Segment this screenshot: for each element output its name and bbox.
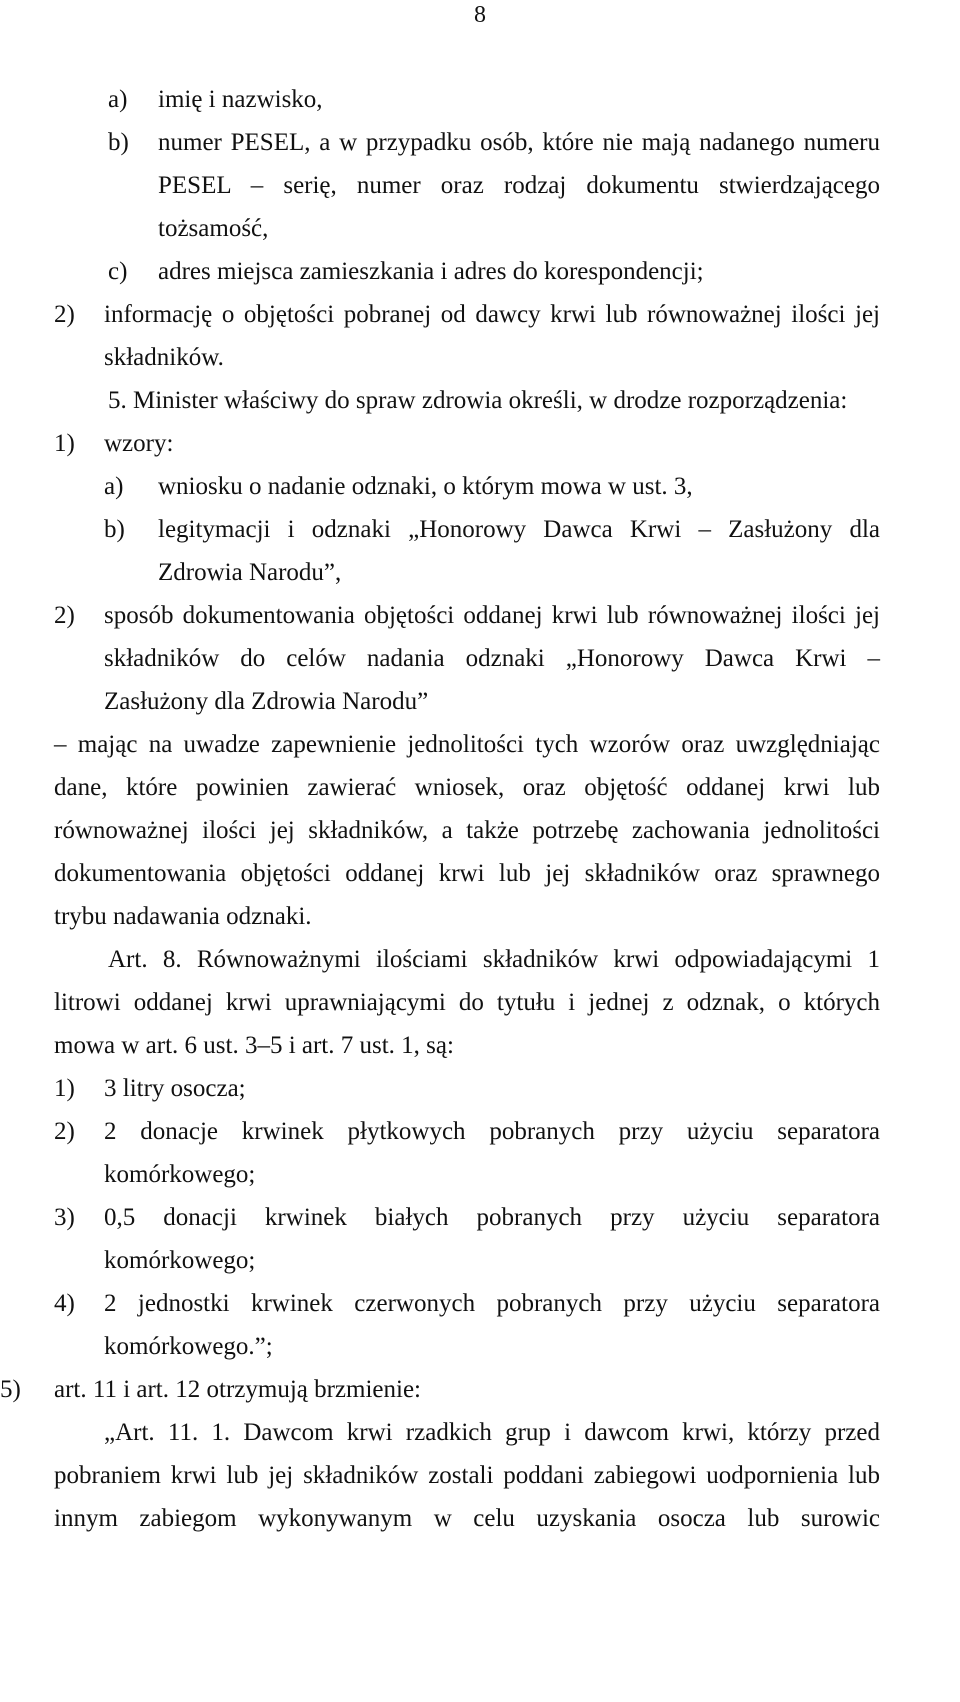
page-number: 8 [474,2,486,28]
text-line: dane, które powinien zawierać wniosek, oraz objętość oddanej krwi lub [54,774,880,801]
text-line: innym zabiegom wykonywanym w celu uzyskania osocza lub surowic [54,1505,880,1532]
list-label: 1) [54,430,75,457]
text-line: mowa w art. 6 ust. 3–5 i art. 7 ust. 1, są: [54,1032,454,1059]
text-line: dokumentowania objętości oddanej krwi lub jej składników oraz sprawnego [54,860,880,887]
text-line: komórkowego; [104,1247,256,1274]
text-line: 5. Minister właściwy do spraw zdrowia określi, w drodze rozporządzenia: [108,387,848,414]
list-label: c) [108,258,128,285]
text-line: komórkowego; [104,1161,256,1188]
text-line: sposób dokumentowania objętości oddanej krwi lub równoważnej ilości jej [104,602,880,629]
text-line: numer PESEL, a w przypadku osób, które nie mają nadanego numeru [158,129,880,156]
text-line: równoważnej ilości jej składników, a także potrzebę zachowania jednolitości [54,817,880,844]
text-line: Zasłużony dla Zdrowia Narodu” [104,688,429,715]
text-line: trybu nadawania odznaki. [54,903,312,930]
text-line: – mając na uwadze zapewnienie jednolitości tych wzorów oraz uwzględniając [54,731,880,758]
list-label: 2) [54,1118,75,1145]
text-line: pobraniem krwi lub jej składników zostali poddani zabiegowi uodpornienia lub [54,1462,880,1489]
list-label: a) [104,473,124,500]
list-label: 4) [54,1290,75,1317]
text-line: 2 donacje krwinek płytkowych pobranych przy użyciu separatora [104,1118,880,1145]
text-line: 0,5 donacji krwinek białych pobranych przy użyciu separatora [104,1204,880,1231]
list-label: 3) [54,1204,75,1231]
text-line: imię i nazwisko, [158,86,323,113]
text-line: 3 litry osocza; [104,1075,246,1102]
text-line: informację o objętości pobranej od dawcy krwi lub równoważnej ilości jej [104,301,880,328]
text-line: wniosku o nadanie odznaki, o którym mowa w ust. 3, [158,473,693,500]
text-line: art. 11 i art. 12 otrzymują brzmienie: [54,1376,422,1403]
list-label: 2) [54,301,75,328]
text-line: składników do celów nadania odznaki „Honorowy Dawca Krwi – [104,645,880,672]
text-line: komórkowego.”; [104,1333,273,1360]
text-line: 2 jednostki krwinek czerwonych pobranych przy użyciu separatora [104,1290,880,1317]
list-label: a) [108,86,128,113]
text-line: litrowi oddanej krwi uprawniającymi do tytułu i jednej z odznak, o których [54,989,880,1016]
list-label: b) [108,129,129,156]
list-label: 2) [54,602,75,629]
text-line: wzory: [104,430,174,457]
text-line: Art. 8. Równoważnymi ilościami składników krwi odpowiadającymi 1 [108,946,880,973]
list-label: b) [104,516,125,543]
text-line: Zdrowia Narodu”, [158,559,342,586]
text-line: „Art. 11. 1. Dawcom krwi rzadkich grup i dawcom krwi, którzy przed [104,1419,880,1446]
text-line: legitymacji i odznaki „Honorowy Dawca Krwi – Zasłużony dla [158,516,880,543]
list-label: 5) [0,1376,21,1403]
text-line: adres miejsca zamieszkania i adres do korespondencji; [158,258,704,285]
text-line: PESEL – serię, numer oraz rodzaj dokumentu stwierdzającego [158,172,880,199]
text-line: tożsamość, [158,215,269,242]
text-line: składników. [104,344,224,371]
list-label: 1) [54,1075,75,1102]
